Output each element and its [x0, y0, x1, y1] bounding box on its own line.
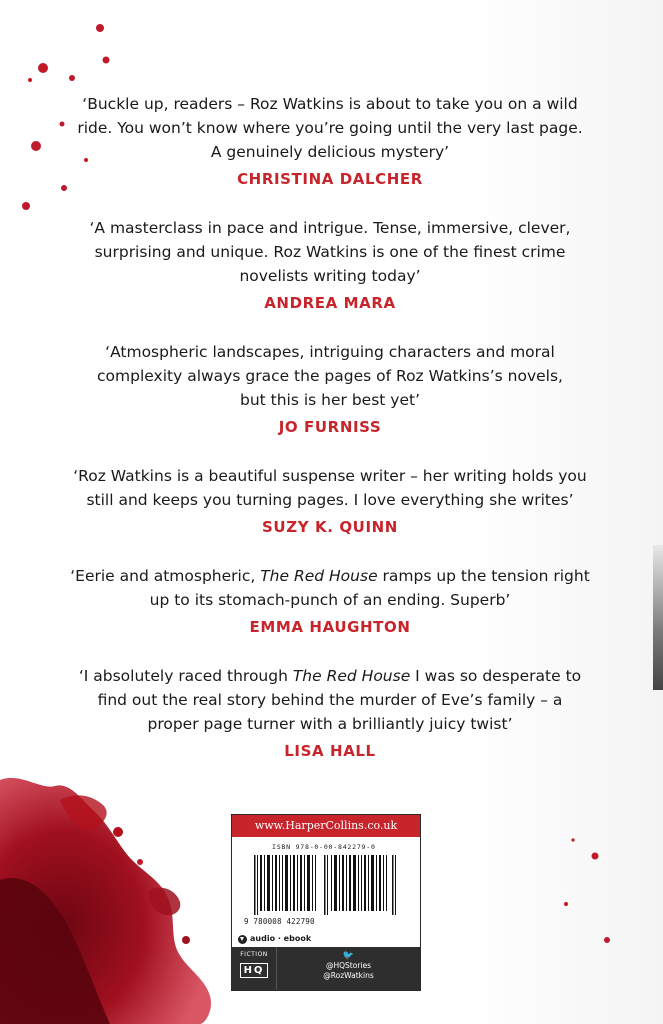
quote-line: complexity always grace the pages of Roz Watkins’s novels, [97, 367, 563, 385]
isbn-area [232, 837, 420, 931]
quote-line: ‘Roz Watkins is a beautiful suspense writer – her writing holds you [73, 467, 587, 485]
barcode-box [231, 814, 421, 991]
blurb-quote [70, 92, 590, 164]
quote-line: A genuinely delicious mystery’ [210, 143, 450, 161]
book-title: The Red House [260, 567, 378, 585]
quote-line: proper page turner with a brilliantly juicy twist’ [147, 715, 513, 733]
blurb [70, 216, 590, 314]
quote-line: ‘Buckle up, readers – Roz Watkins is about to take you on a wild [82, 95, 578, 113]
quote-line: ride. You won’t know where you’re going until the very last page. [77, 119, 583, 137]
quote-line: novelists writing today’ [239, 267, 421, 285]
blurb [70, 340, 590, 438]
quote-line: still and keeps you turning pages. I love everything she writes’ [86, 491, 574, 509]
imprint-label: FICTION [240, 951, 268, 958]
isbn-label: ISBN 978-0-00-842279-0 [272, 843, 376, 851]
right-edge-shading [653, 545, 663, 690]
blurb-quote [70, 464, 590, 512]
social-handles [277, 947, 420, 990]
blurb-author: SUZY K. QUINN [262, 518, 398, 536]
quote-line: up to its stomach-punch of an ending. Superb’ [149, 591, 511, 609]
blurb-quote [70, 564, 590, 612]
social-handle[interactable]: @RozWatkins [323, 971, 374, 980]
blurb [70, 92, 590, 190]
social-handle[interactable]: @HQStories [325, 961, 372, 970]
quote-line: ‘A masterclass in pace and intrigue. Tense, immersive, clever, [89, 219, 571, 237]
hq-logo: HQ [240, 963, 269, 978]
twitter-bird-icon: 🐦 [342, 951, 355, 961]
quote-line: ‘Atmospheric landscapes, intriguing characters and moral [105, 343, 555, 361]
blurb-quote [70, 664, 590, 736]
blurbs-section [70, 92, 590, 788]
barcode-digits: 9 780008 422790 [244, 917, 315, 926]
imprint-row [232, 947, 420, 990]
blurb-quote [70, 216, 590, 288]
publisher-url[interactable]: www.HarperCollins.co.uk [232, 815, 420, 837]
format-row [232, 931, 420, 947]
quote-line: but this is her best yet’ [239, 391, 420, 409]
blurb-author: JO FURNISS [278, 418, 382, 436]
blurb [70, 464, 590, 538]
quote-line: find out the real story behind the murder of Eve’s family – a [97, 691, 563, 709]
blurb-author: LISA HALL [284, 742, 376, 760]
quote-text: ‘I absolutely raced through [78, 667, 293, 685]
blurb [70, 564, 590, 638]
blurb-author: CHRISTINA DALCHER [237, 170, 423, 188]
barcode-image [254, 855, 404, 915]
blurb-author: ANDREA MARA [264, 294, 396, 312]
download-icon [238, 935, 247, 944]
blurb-quote [70, 340, 590, 412]
quote-line: surprising and unique. Roz Watkins is one of the finest crime [94, 243, 566, 261]
format-label: audio · ebook [250, 934, 312, 943]
imprint-logo [232, 947, 277, 990]
blurb [70, 664, 590, 762]
quote-text: I was so desperate to [410, 667, 582, 685]
quote-text: ramps up the tension right [377, 567, 590, 585]
quote-text: ‘Eerie and atmospheric, [70, 567, 261, 585]
book-title: The Red House [292, 667, 411, 685]
blurb-author: EMMA HAUGHTON [249, 618, 411, 636]
